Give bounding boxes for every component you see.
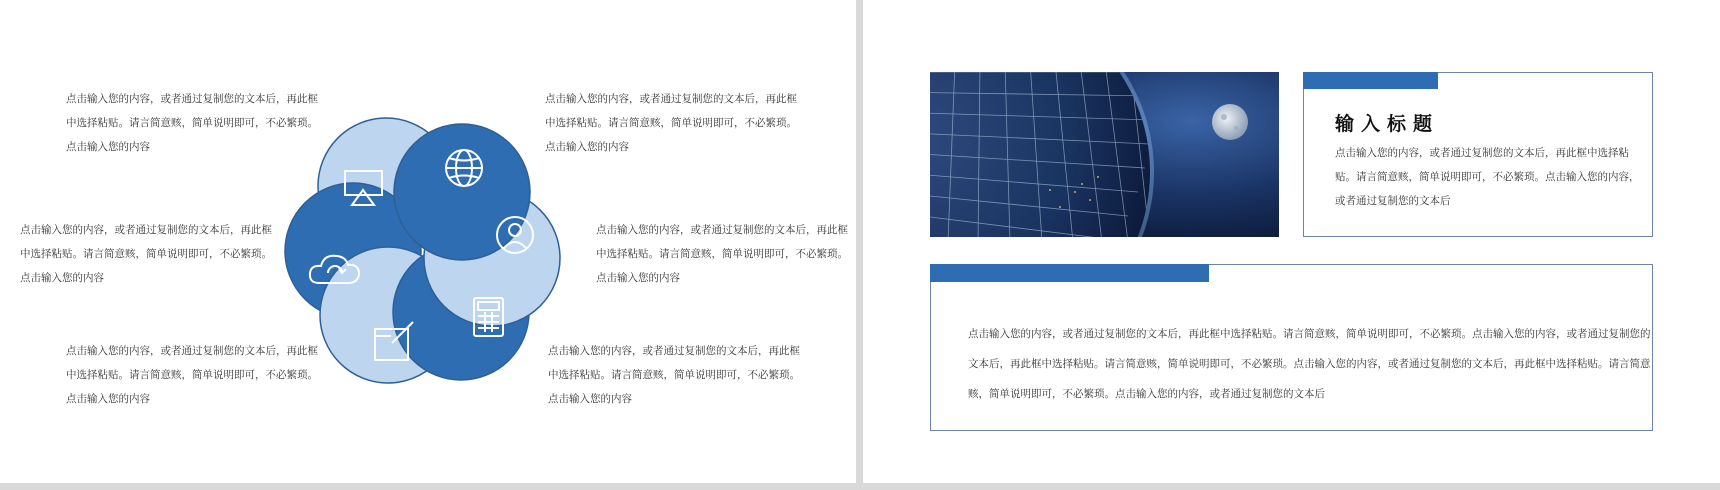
text-line: 点击输入您的内容，或者通过复制您的文本后，再此框 [66, 345, 318, 357]
text-line: 点击输入您的内容 [596, 272, 680, 284]
text-line: 点击输入您的内容，或者通过复制您的文本后，再此框中选择粘贴。请言简意赅，简单说明即可，不必繁琐。点击输入您的内容，或者通过复制您的 [968, 328, 1651, 340]
text-line: 点击输入您的内容，或者通过复制您的文本后，再此框中选择粘 [1335, 147, 1629, 159]
petal-globe [394, 124, 530, 260]
text-line: 中选择粘贴。请言简意赅，简单说明即可，不必繁琐。 [596, 248, 848, 260]
title-card [1303, 72, 1653, 237]
title-accent-bar [1303, 72, 1438, 89]
earth-and-moon-photo [930, 72, 1279, 237]
text-line: 点击输入您的内容，或者通过复制您的文本后，再此框 [66, 93, 318, 105]
left-slide [0, 0, 856, 483]
text-line: 点击输入您的内容，或者通过复制您的文本后，再此框 [20, 224, 272, 236]
text-line: 点击输入您的内容，或者通过复制您的文本后，再此框 [545, 93, 797, 105]
text-line: 中选择粘贴。请言简意赅，简单说明即可，不必繁琐。 [20, 248, 272, 260]
wide-body-text [968, 319, 1651, 409]
text-line: 中选择粘贴。请言简意赅，简单说明即可，不必繁琐。 [66, 369, 318, 381]
wide-text-card [930, 264, 1653, 431]
text-line: 中选择粘贴。请言简意赅，简单说明即可，不必繁琐。 [545, 117, 797, 129]
card-heading: 输入标题 [1335, 113, 1440, 135]
text-line: 点击输入您的内容 [66, 141, 150, 153]
wide-accent-bar [930, 264, 1209, 282]
text-line: 点击输入您的内容，或者通过复制您的文本后，再此框 [548, 345, 800, 357]
text-line: 中选择粘贴。请言简意赅，简单说明即可，不必繁琐。 [66, 117, 318, 129]
card-body-text [1335, 141, 1640, 213]
text-line: 点击输入您的内容 [545, 141, 629, 153]
text-line: 文本后，再此框中选择粘贴。请言简意赅，简单说明即可，不必繁琐。点击输入您的内容，或者通过复制您的文本后，再此框中选择粘贴。请言简意 [968, 358, 1651, 370]
petal-diagram [0, 0, 856, 483]
text-line: 点击输入您的内容 [66, 393, 150, 405]
text-line: 或者通过复制您的文本后 [1335, 195, 1451, 207]
text-line: 点击输入您的内容，或者通过复制您的文本后，再此框 [596, 224, 848, 236]
right-slide [863, 0, 1720, 483]
text-line: 点击输入您的内容 [20, 272, 104, 284]
text-line: 赅，简单说明即可，不必繁琐。点击输入您的内容，或者通过复制您的文本后 [968, 388, 1325, 400]
text-line: 贴。请言简意赅，简单说明即可，不必繁琐。点击输入您的内容， [1335, 171, 1640, 183]
text-line: 中选择粘贴。请言简意赅，简单说明即可，不必繁琐。 [548, 369, 800, 381]
text-line: 点击输入您的内容 [548, 393, 632, 405]
